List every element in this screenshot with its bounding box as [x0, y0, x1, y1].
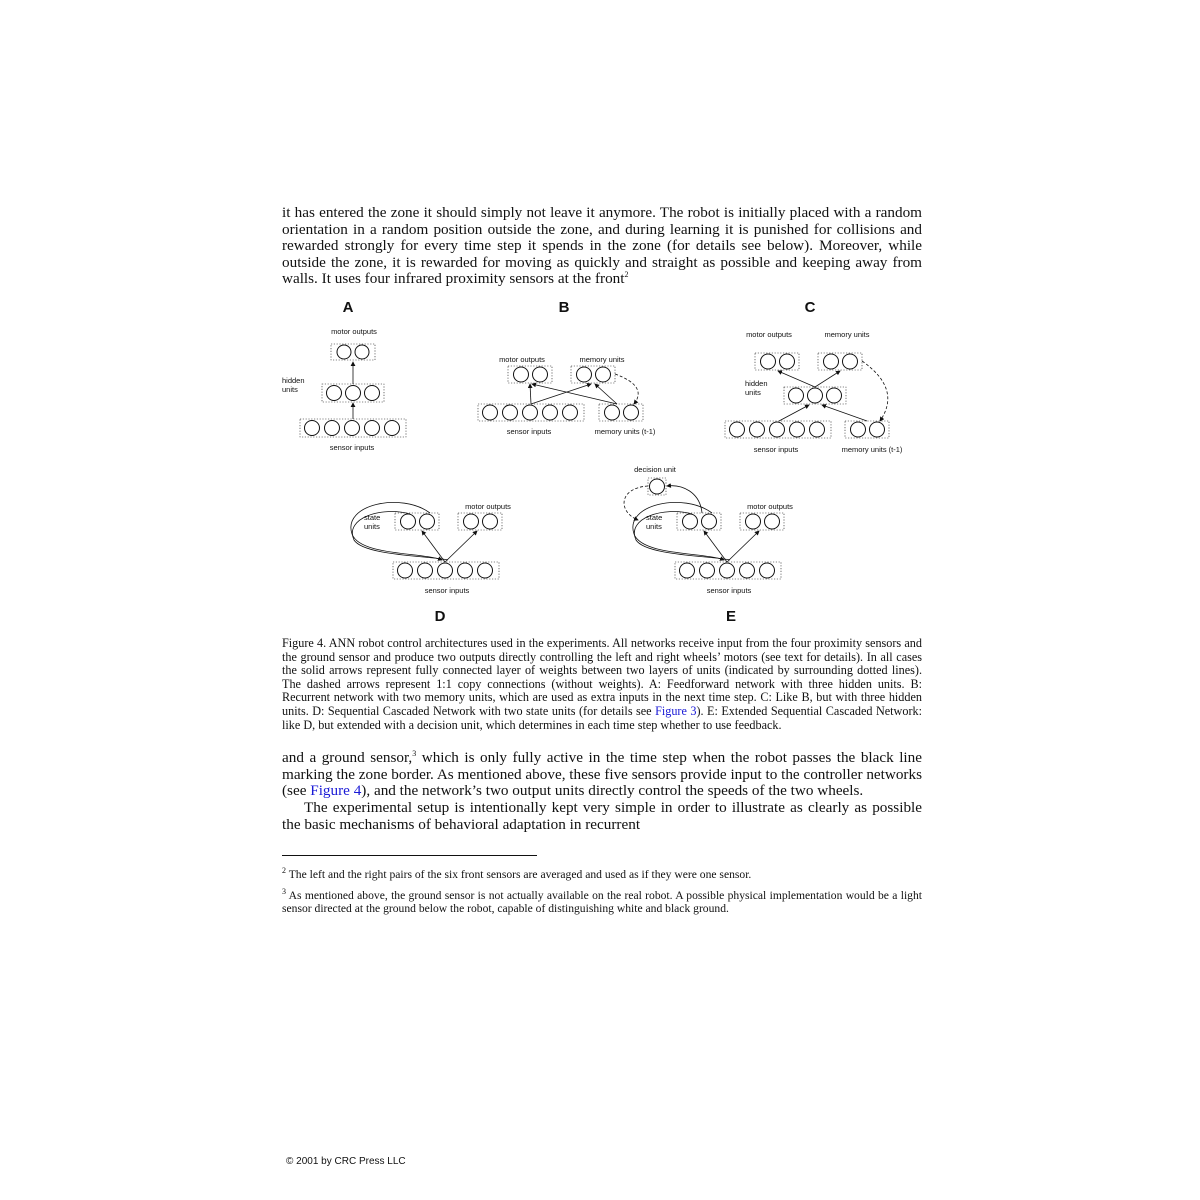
paragraph-1-text: it has entered the zone it should simply not leave it anymore. The robot is initially placed with a random orientation in a random position outside the zone, and during learning it is punished for collisions and rewarded strongly for every time step it spends in the zone (for details see below). Moreover, while outside the zone, it is rewarded for moving as quickly and straight as possible and keeping away from walls. It uses four infrared proximity sensors at the front [282, 204, 922, 288]
footnote-ref-3[interactable]: 3 [412, 749, 417, 759]
e-motor-outputs-label: motor outputs [747, 501, 793, 511]
paragraph-3: The experimental setup is intentionally kept very simple in order to illustrate as clearly as possible the basic mechanisms of behavioral adaptation in recurrent [282, 798, 922, 833]
panel-label-e: E [725, 607, 737, 625]
panel-label-a: A [342, 298, 354, 316]
panel-a-network [282, 327, 406, 452]
c-memory-units-label: memory units [824, 329, 870, 339]
figure-4 [282, 294, 922, 634]
page-body [282, 205, 922, 923]
footnote-divider [282, 855, 537, 856]
a-hidden-label-2: units [282, 384, 298, 394]
c-hidden-label-2: units [745, 387, 761, 397]
figure-4-diagrams [282, 294, 922, 634]
e-sensor-inputs-label: sensor inputs [706, 585, 752, 595]
a-hidden-label-1: hidden [282, 375, 305, 385]
panel-e-network [624, 465, 793, 595]
d-state-label-1: state [364, 512, 381, 522]
footnote-ref-2[interactable]: 2 [624, 270, 629, 280]
paragraph-1 [282, 205, 922, 288]
b-memory-units-t1-label: memory units (t-1) [594, 426, 656, 436]
figure-3-link[interactable]: Figure 3 [655, 703, 697, 718]
c-hidden-label-1: hidden [745, 378, 768, 388]
footnote-3 [282, 889, 922, 915]
a-motor-outputs-label: motor outputs [331, 326, 377, 336]
paragraph-2 [282, 750, 922, 800]
d-sensor-inputs-label: sensor inputs [424, 585, 470, 595]
footnote-2-mark: 2 [282, 866, 286, 876]
panel-label-b: B [558, 298, 570, 316]
footnote-2-text: The left and the right pairs of the six front sensors are averaged and used as if they were one sensor. [286, 868, 752, 882]
figure-4-link[interactable]: Figure 4 [310, 782, 362, 800]
panel-c-network [725, 330, 903, 454]
caption-text-2: ). E: Extended Sequential Cascaded Network: like D, but extended with a decision unit, which determines in each time step whether to use feedback. [282, 703, 922, 732]
figure-caption [282, 637, 922, 732]
b-memory-units-label: memory units [579, 354, 625, 364]
footnote-3-mark: 3 [282, 887, 286, 897]
d-state-label-2: units [364, 521, 380, 531]
c-memory-units-t1-label: memory units (t-1) [841, 444, 903, 454]
b-sensor-inputs-label: sensor inputs [506, 426, 552, 436]
d-motor-outputs-label: motor outputs [465, 501, 511, 511]
e-state-label-1: state [646, 512, 663, 522]
c-motor-outputs-label: motor outputs [746, 329, 792, 339]
copyright-footer: © 2001 by CRC Press LLC [286, 1156, 406, 1167]
b-motor-outputs-label: motor outputs [499, 354, 545, 364]
paragraph-2-text-c: ), and the network’s two output units directly control the speeds of the two wheels. [361, 782, 864, 800]
e-state-label-2: units [646, 521, 662, 531]
paragraph-2-text-a: and a ground sensor, [282, 749, 413, 767]
paragraph-2-text-b: which is only fully active in the time step when the robot passes the black line marking the zone border. As mentioned above, these five sensors provide input to the controller networks (see [282, 749, 922, 800]
c-sensor-inputs-label: sensor inputs [753, 444, 799, 454]
footnote-2 [282, 868, 922, 881]
panel-b-network [478, 355, 656, 436]
panel-label-c: C [804, 298, 816, 316]
panel-d-network [351, 502, 511, 595]
e-decision-unit-label: decision unit [634, 464, 676, 474]
caption-text-1: Figure 4. ANN robot control architectures used in the experiments. All networks receive input from the four proximity sensors and the ground sensor and produce two outputs directly controlling the left and right wheels’ motors (see text for details). In all cases the solid arrows represent fully connected layer of weights between two layers of units (indicated by surrounding dotted lines). The dashed arrows represent 1:1 copy connections (without weights). A: Feedforward network with three hidden units. B: Recurrent network with two memory units, which are used as extra inputs in the next time step. C: Like B, but with three hidden units. D: Sequential Cascaded Network with two state units (for details see [282, 635, 922, 718]
footnote-3-text: As mentioned above, the ground sensor is not actually available on the real robot. A possible physical implementation would be a light sensor directed at the ground below the robot, capable of distinguishing white and black ground. [282, 889, 922, 916]
a-sensor-inputs-label: sensor inputs [329, 442, 375, 452]
panel-label-d: D [434, 607, 446, 625]
